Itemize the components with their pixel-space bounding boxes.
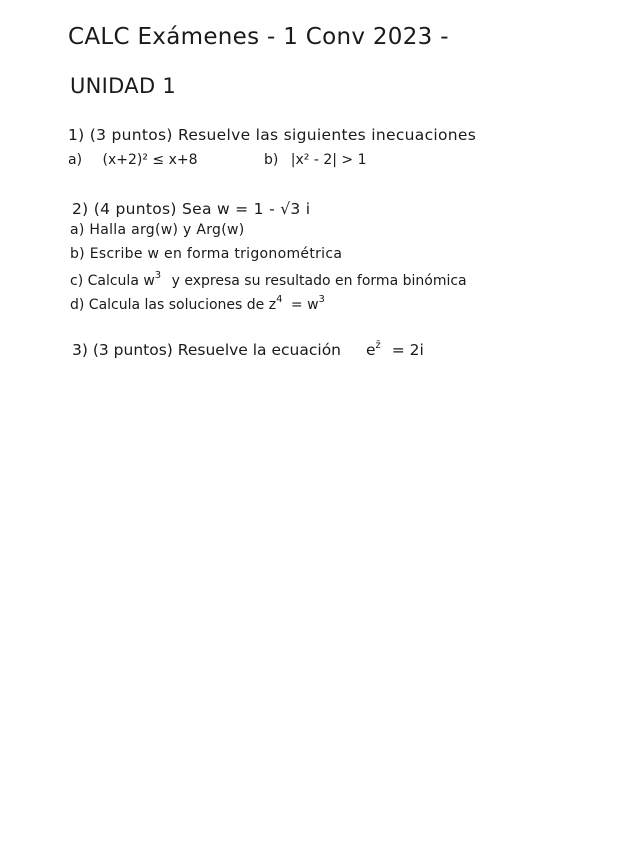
question-1b-expression: |x² - 2| > 1 [290,152,367,168]
question-2-statement: 2) (4 puntos) Sea w = 1 - √3 i [72,200,311,218]
page-title: CALC Exámenes - 1 Conv 2023 - [68,24,449,50]
question-3 [72,340,424,359]
unit-heading: UNIDAD 1 [70,74,177,98]
question-3-rhs: = 2i [391,341,424,359]
question-1a-expression: (x+2)² ≤ x+8 [102,152,198,168]
question-2c-rest: y expresa su resultado en forma binómica [171,273,467,289]
question-2a: a) Halla arg(w) y Arg(w) [70,222,245,238]
question-2c-text: c) Calcula w [70,273,155,289]
question-2d-exponent-w: 3 [318,294,325,305]
question-2d-equals: = w [290,297,319,313]
question-1-items [68,152,367,168]
question-2b: b) Escribe w en forma trigonométrica [70,246,343,262]
question-2c [70,270,467,289]
question-1-statement: 1) (3 puntos) Resuelve las siguientes inecuaciones [68,126,477,144]
question-3-statement: 3) (3 puntos) Resuelve la ecuación [72,341,342,359]
question-1a-label: a) [68,152,83,168]
question-2c-exponent: 3 [154,270,162,281]
question-3-base: e [365,341,376,359]
question-1b-label: b) [263,152,279,168]
question-2d-exponent-z: 4 [276,294,283,305]
question-2d [70,294,325,313]
question-3-exponent: z̄ [375,340,381,351]
question-2d-text: d) Calcula las soluciones de z [70,297,277,313]
